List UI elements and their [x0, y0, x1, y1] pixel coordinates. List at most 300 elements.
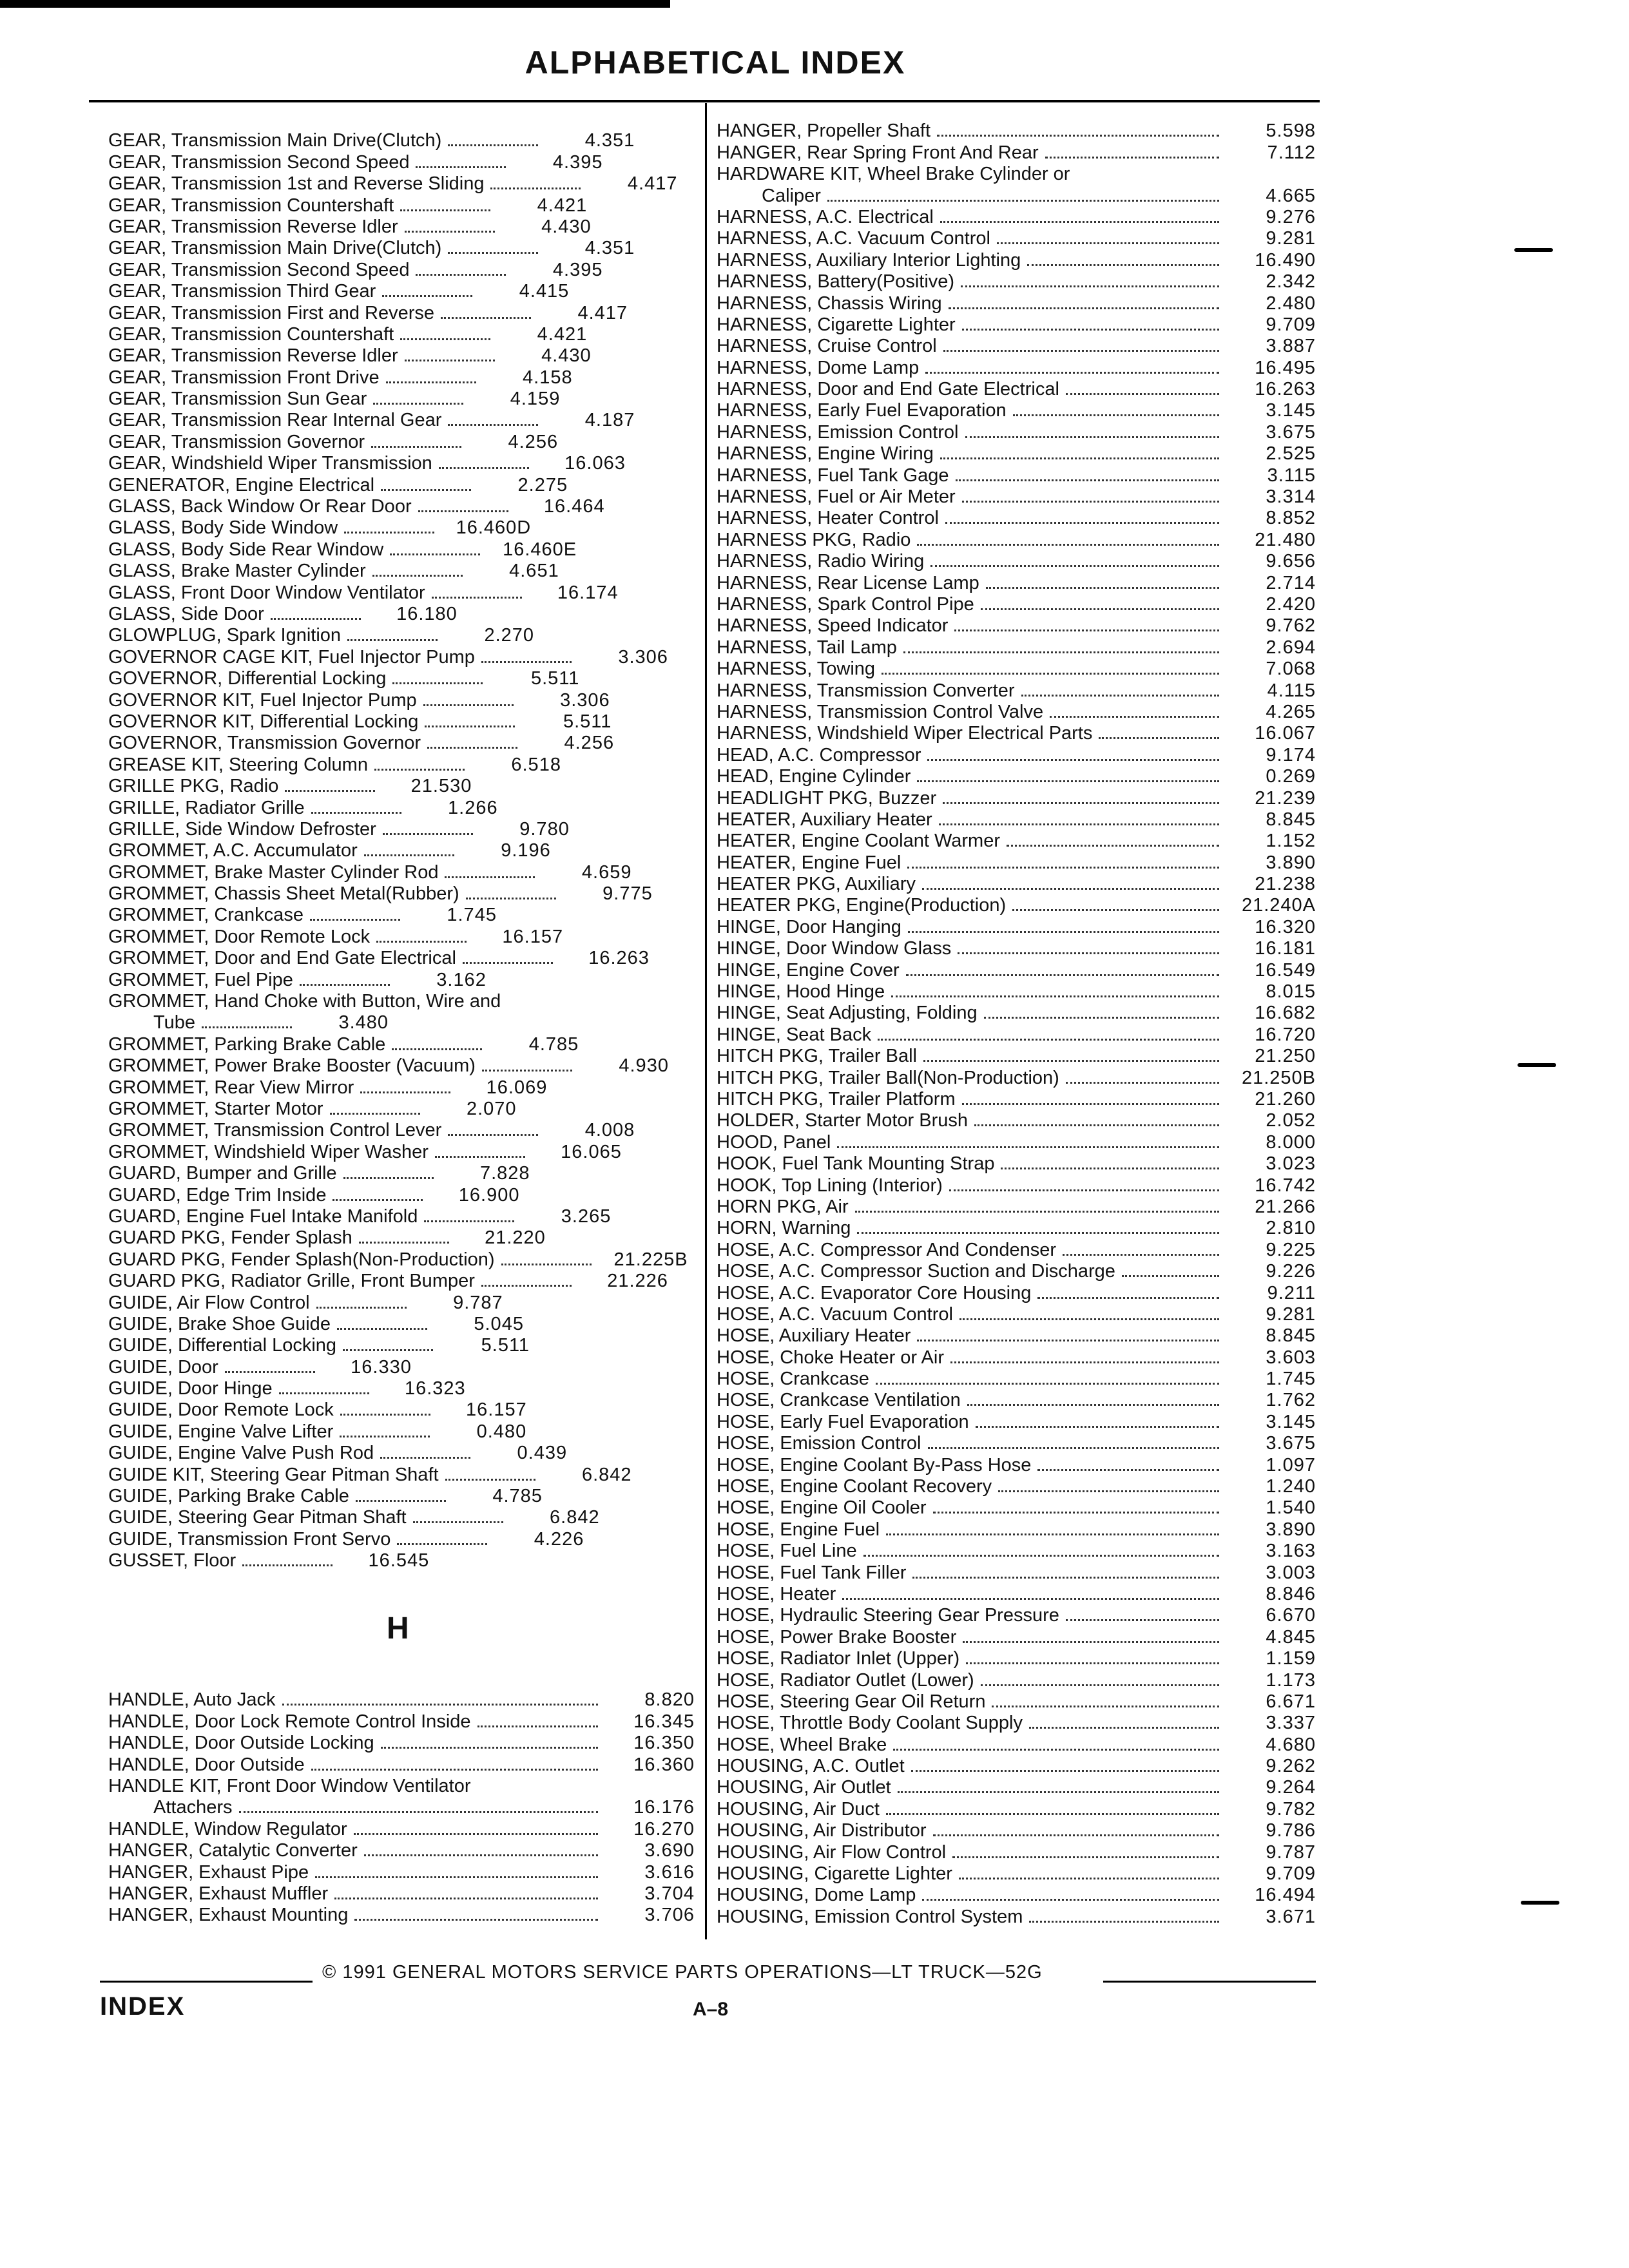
- index-entry: [108, 430, 695, 451]
- index-entry: [108, 968, 695, 989]
- entry-name: HOSE, Engine Fuel: [717, 1519, 880, 1540]
- entry-name: GROMMET, Chassis Sheet Metal(Rubber): [108, 883, 459, 905]
- dot-leader: [310, 919, 400, 921]
- index-entry: [717, 1862, 1316, 1883]
- entry-reference: 9.709: [1266, 1863, 1316, 1885]
- entry-name: HARNESS, Spark Control Pipe: [717, 594, 974, 615]
- dot-leader: [950, 1361, 1219, 1363]
- entry-name: HANDLE, Auto Jack: [108, 1689, 276, 1711]
- index-entry: [108, 753, 695, 774]
- index-entry: [717, 1819, 1316, 1840]
- entry-reference: 3.706: [644, 1905, 695, 1926]
- index-entry: [108, 839, 695, 860]
- entry-reference: 21.530: [410, 776, 472, 797]
- entry-reference: 4.008: [584, 1120, 635, 1141]
- dot-leader: [448, 144, 538, 146]
- entry-reference: 21.226: [607, 1271, 668, 1292]
- entry-name: GLASS, Back Window Or Rear Door: [108, 496, 412, 517]
- entry-reference: 16.323: [404, 1378, 466, 1399]
- entry-reference: 16.157: [502, 926, 564, 947]
- dot-leader: [933, 1512, 1219, 1514]
- entry-name: HARNESS PKG, Radio: [717, 529, 911, 550]
- entry-name: GLASS, Brake Master Cylinder: [108, 561, 366, 582]
- index-entry: [717, 635, 1316, 657]
- dot-leader: [372, 575, 463, 577]
- left-column-index: [108, 129, 695, 1570]
- section-heading-h: H: [387, 1611, 409, 1646]
- index-entry: [717, 119, 1316, 140]
- footer-rule-left: [100, 1981, 313, 1983]
- entry-name: HEATER, Auxiliary Heater: [717, 809, 932, 830]
- entry-reference: 2.270: [484, 625, 535, 646]
- entry-reference: 9.709: [1266, 314, 1316, 335]
- entry-name: HOSE, A.C. Vacuum Control: [717, 1303, 953, 1325]
- dot-leader: [481, 661, 572, 663]
- dot-leader: [954, 629, 1219, 631]
- index-entry: [717, 1711, 1316, 1733]
- footer-copyright: © 1991 GENERAL MOTORS SERVICE PARTS OPERATIONS—LT TRUCK—52G: [322, 1962, 1043, 1983]
- index-entry: [717, 1582, 1316, 1604]
- index-entry: [108, 215, 695, 236]
- entry-name: HOSE, Crankcase: [717, 1369, 869, 1390]
- entry-name: HOSE, Steering Gear Oil Return: [717, 1691, 986, 1712]
- entry-reference: 4.785: [492, 1486, 543, 1507]
- index-entry: [108, 688, 695, 709]
- index-entry: [108, 645, 695, 666]
- dot-leader: [974, 1124, 1219, 1126]
- index-entry: [717, 1238, 1316, 1259]
- dot-leader: [340, 1436, 430, 1437]
- entry-reference: 4.417: [577, 302, 628, 323]
- entry-reference: 5.598: [1266, 120, 1316, 142]
- entry-name: HINGE, Door Window Glass: [717, 938, 952, 959]
- index-entry: [717, 1152, 1316, 1173]
- dot-leader: [827, 200, 1219, 202]
- entry-name: GUARD PKG, Fender Splash: [108, 1227, 352, 1249]
- entry-reference: 16.460D: [456, 517, 532, 539]
- index-entry: [108, 990, 695, 1033]
- dot-leader: [965, 436, 1220, 438]
- index-entry: [717, 1647, 1316, 1668]
- index-entry: [717, 829, 1316, 850]
- entry-reference: 2.480: [1266, 293, 1316, 314]
- index-entry: [717, 1496, 1316, 1517]
- entry-name: HEATER PKG, Engine(Production): [717, 895, 1007, 916]
- entry-name: GROMMET, Starter Motor: [108, 1098, 323, 1119]
- entry-name: HOUSING, A.C. Outlet: [717, 1756, 905, 1777]
- dot-leader: [376, 941, 467, 943]
- dot-leader: [837, 1146, 1219, 1148]
- entry-reference: 16.720: [1255, 1024, 1316, 1045]
- entry-name: GUIDE, Door Remote Lock: [108, 1399, 334, 1421]
- dot-leader: [1063, 1254, 1219, 1256]
- entry-reference: 4.351: [584, 238, 635, 259]
- entry-name: HEATER, Engine Fuel: [717, 852, 901, 873]
- entry-name: HARNESS, Windshield Wiper Electrical Parts: [717, 723, 1093, 744]
- index-entry: [108, 280, 695, 301]
- index-entry: [108, 1860, 695, 1881]
- page-number: A–8: [693, 1999, 729, 2020]
- entry-name: GROMMET, Brake Master Cylinder Rod: [108, 861, 439, 883]
- entry-reference: 9.196: [501, 840, 551, 861]
- entry-reference: 9.775: [602, 883, 653, 905]
- entry-name: HOSE, Heater: [717, 1583, 836, 1604]
- dot-leader: [364, 1854, 598, 1856]
- entry-name: GLOWPLUG, Spark Ignition: [108, 625, 342, 646]
- entry-reference: 4.115: [1267, 680, 1316, 701]
- entry-name: GEAR, Transmission Main Drive(Clutch): [108, 238, 442, 259]
- entry-reference: 3.306: [560, 689, 610, 711]
- dot-leader: [1050, 716, 1219, 718]
- entry-name: HARNESS, Cruise Control: [717, 336, 937, 357]
- entry-reference: 4.651: [509, 561, 559, 582]
- index-entry: [108, 1839, 695, 1860]
- entry-reference: 5.511: [563, 711, 612, 732]
- index-entry: [108, 1398, 695, 1419]
- index-entry: [108, 408, 695, 430]
- dot-leader: [857, 1232, 1219, 1234]
- index-entry: [717, 227, 1316, 248]
- index-entry: [108, 323, 695, 344]
- dot-leader: [466, 898, 556, 899]
- entry-reference: 9.264: [1266, 1777, 1316, 1798]
- entry-reference: 5.511: [481, 1335, 530, 1356]
- entry-name: HARNESS, Radio Wiring: [717, 551, 925, 572]
- entry-name: HORN, Warning: [717, 1218, 851, 1239]
- entry-name: HANDLE, Door Lock Remote Control Inside: [108, 1711, 471, 1732]
- index-entry: [717, 528, 1316, 549]
- entry-name: HINGE, Door Hanging: [717, 916, 901, 937]
- index-entry: [717, 1023, 1316, 1044]
- entry-reference: 16.263: [1255, 379, 1316, 400]
- dot-leader: [984, 1017, 1219, 1019]
- entry-reference: 2.694: [1266, 637, 1316, 658]
- index-entry: [108, 1549, 695, 1570]
- entry-name-continued: Tube: [153, 1012, 196, 1033]
- entry-name: HARNESS, Fuel Tank Gage: [717, 465, 949, 486]
- entry-name: GEAR, Transmission Reverse Idler: [108, 216, 398, 237]
- entry-name: HARDWARE KIT, Wheel Brake Cylinder or: [717, 164, 1070, 185]
- dot-leader: [898, 1791, 1219, 1793]
- entry-reference: 21.220: [485, 1227, 546, 1249]
- dot-leader: [416, 274, 506, 276]
- entry-reference: 4.226: [534, 1528, 584, 1550]
- entry-name: HORN PKG, Air: [717, 1196, 849, 1217]
- entry-reference: 2.275: [517, 474, 568, 495]
- index-entry: [717, 786, 1316, 807]
- entry-name: GUARD PKG, Fender Splash(Non-Production): [108, 1249, 495, 1270]
- index-entry: [717, 1840, 1316, 1861]
- entry-reference: 16.464: [543, 496, 605, 517]
- entry-name: HARNESS, Cigarette Lighter: [717, 314, 956, 335]
- index-entry: [108, 1183, 695, 1204]
- dot-leader: [360, 1091, 450, 1093]
- index-entry: [108, 1709, 695, 1731]
- index-entry: [717, 1883, 1316, 1905]
- dot-leader: [392, 1048, 482, 1050]
- index-entry: [717, 420, 1316, 441]
- dot-leader: [949, 307, 1219, 309]
- index-entry: [717, 550, 1316, 571]
- dot-leader: [893, 1749, 1219, 1751]
- index-entry: [108, 473, 695, 494]
- entry-reference: 16.174: [557, 582, 619, 603]
- entry-reference: 1.762: [1266, 1390, 1316, 1411]
- entry-reference: 6.518: [511, 754, 561, 775]
- index-entry: [717, 1604, 1316, 1625]
- entry-reference: 2.070: [466, 1098, 517, 1119]
- dot-leader: [930, 565, 1219, 567]
- entry-reference: 3.145: [1266, 1411, 1316, 1432]
- entry-reference: 4.930: [619, 1055, 669, 1077]
- entry-reference: 16.742: [1255, 1175, 1316, 1196]
- entry-name: GREASE KIT, Steering Column: [108, 754, 368, 775]
- dot-leader: [441, 317, 531, 319]
- index-entry: [108, 1075, 695, 1097]
- entry-name: HARNESS, Door and End Gate Electrical: [717, 379, 1059, 400]
- index-entry: [108, 667, 695, 688]
- index-entry: [717, 1044, 1316, 1066]
- dot-leader: [1001, 1168, 1219, 1169]
- entry-reference: 4.395: [552, 151, 603, 173]
- index-entry: [717, 765, 1316, 786]
- entry-reference: 3.480: [338, 1012, 389, 1033]
- dot-leader: [392, 682, 483, 684]
- index-entry: [717, 700, 1316, 722]
- index-entry: [717, 1001, 1316, 1023]
- entry-reference: 4.785: [528, 1033, 579, 1055]
- entry-reference: 21.266: [1255, 1196, 1316, 1217]
- entry-name: HOSE, Radiator Outlet (Lower): [717, 1669, 974, 1691]
- entry-name: GEAR, Windshield Wiper Transmission: [108, 453, 432, 474]
- dot-leader: [285, 790, 375, 792]
- entry-name: HEATER PKG, Auxiliary: [717, 874, 916, 895]
- dot-leader: [381, 489, 471, 491]
- entry-name: HARNESS, Speed Indicator: [717, 615, 949, 637]
- entry-reference: 9.276: [1266, 206, 1316, 227]
- entry-name: GEAR, Transmission Governor: [108, 431, 365, 452]
- entry-name: GROMMET, Windshield Wiper Washer: [108, 1141, 429, 1162]
- dot-leader: [340, 1414, 430, 1416]
- index-entry: [108, 1688, 695, 1709]
- dot-leader: [354, 1919, 598, 1921]
- entry-name: GUARD, Bumper and Grille: [108, 1163, 337, 1184]
- index-entry: [717, 1668, 1316, 1689]
- dot-leader: [1037, 1469, 1219, 1471]
- entry-name: GROMMET, Door and End Gate Electrical: [108, 948, 456, 969]
- index-entry: [717, 1303, 1316, 1324]
- dot-leader: [966, 1662, 1219, 1664]
- entry-name: GUIDE KIT, Steering Gear Pitman Shaft: [108, 1464, 439, 1485]
- dot-leader: [855, 1211, 1219, 1213]
- entry-reference: 3.890: [1266, 852, 1316, 873]
- index-entry: [717, 1733, 1316, 1754]
- index-entry: [108, 1485, 695, 1506]
- dot-leader: [922, 888, 1219, 890]
- dot-leader: [311, 812, 401, 814]
- index-entry: [717, 850, 1316, 872]
- dot-leader: [908, 931, 1219, 933]
- dot-leader: [959, 1878, 1219, 1879]
- dot-leader: [922, 1899, 1219, 1901]
- dot-leader: [390, 553, 480, 555]
- entry-reference: 4.256: [508, 431, 559, 452]
- dot-leader: [937, 135, 1219, 137]
- dot-leader: [490, 187, 581, 189]
- entry-name: GEAR, Transmission Second Speed: [108, 151, 410, 173]
- entry-name: GRILLE PKG, Radio: [108, 776, 279, 797]
- entry-name: HITCH PKG, Trailer Platform: [717, 1088, 956, 1110]
- entry-name: HARNESS, Auxiliary Interior Lighting: [717, 249, 1021, 271]
- index-entry: [108, 860, 695, 881]
- dot-leader: [359, 1242, 449, 1244]
- index-entry: [717, 614, 1316, 635]
- entry-name: GROMMET, Door Remote Lock: [108, 926, 371, 947]
- dot-leader: [981, 1684, 1219, 1686]
- dot-leader: [1029, 1921, 1219, 1923]
- index-entry: [717, 894, 1316, 915]
- index-entry: [108, 818, 695, 839]
- entry-name: HARNESS, Transmission Converter: [717, 680, 1015, 701]
- dot-leader: [1066, 1619, 1219, 1621]
- index-entry: [717, 1539, 1316, 1561]
- index-entry: [717, 743, 1316, 764]
- entry-reference: 5.045: [474, 1313, 524, 1334]
- entry-reference: 3.145: [1266, 400, 1316, 421]
- entry-name: HOLDER, Starter Motor Brush: [717, 1110, 968, 1131]
- entry-name: HOSE, Early Fuel Evaporation: [717, 1411, 969, 1432]
- dot-leader: [933, 1834, 1220, 1836]
- dot-leader: [386, 381, 476, 383]
- margin-mark: [1521, 1901, 1559, 1905]
- entry-name: GLASS, Side Door: [108, 603, 264, 624]
- index-entry: [717, 1130, 1316, 1151]
- dot-leader: [959, 1318, 1219, 1320]
- entry-reference: 9.211: [1267, 1282, 1316, 1303]
- index-entry: [717, 313, 1316, 334]
- index-entry: [717, 1625, 1316, 1646]
- index-entry: [108, 452, 695, 473]
- dot-leader: [986, 587, 1219, 589]
- entry-name: HARNESS, Dome Lamp: [717, 357, 920, 378]
- entry-reference: 4.430: [541, 216, 592, 237]
- dot-leader: [330, 1113, 420, 1115]
- entry-name: HOUSING, Air Distributor: [717, 1820, 927, 1841]
- entry-name: GEAR, Transmission Reverse Idler: [108, 345, 398, 367]
- index-entry: [717, 678, 1316, 700]
- dot-leader: [279, 1392, 369, 1394]
- entry-reference: 4.665: [1266, 185, 1316, 206]
- dot-leader: [998, 1490, 1219, 1492]
- dot-leader: [316, 1307, 407, 1309]
- dot-leader: [239, 1811, 599, 1813]
- entry-name: HOOK, Top Lining (Interior): [717, 1175, 943, 1196]
- dot-leader: [344, 532, 434, 533]
- entry-name: GLASS, Front Door Window Ventilator: [108, 582, 425, 603]
- entry-reference: 1.540: [1266, 1497, 1316, 1519]
- margin-mark: [1518, 1063, 1556, 1067]
- entry-reference: 3.675: [1266, 421, 1316, 443]
- entry-name: HOSE, Engine Oil Cooler: [717, 1497, 927, 1519]
- dot-leader: [432, 597, 522, 599]
- index-entry: [717, 1216, 1316, 1238]
- entry-name: GLASS, Body Side Window: [108, 517, 338, 539]
- index-entry: [108, 172, 695, 193]
- index-entry: [108, 1205, 695, 1226]
- entry-name: GEAR, Transmission Countershaft: [108, 195, 394, 216]
- entry-reference: 16.360: [633, 1754, 695, 1775]
- entry-reference: 3.003: [1266, 1562, 1316, 1583]
- entry-name: GROMMET, Crankcase: [108, 905, 304, 926]
- dot-leader: [374, 769, 465, 771]
- index-entry: [108, 516, 695, 537]
- index-entry: [717, 291, 1316, 312]
- entry-reference: 16.176: [633, 1797, 695, 1818]
- index-entry: [108, 1291, 695, 1312]
- dot-leader: [906, 974, 1219, 976]
- entry-name: GEAR, Transmission Second Speed: [108, 259, 410, 280]
- entry-reference: 6.842: [550, 1507, 600, 1528]
- entry-reference: 16.545: [368, 1550, 430, 1571]
- index-entry: [717, 1389, 1316, 1410]
- entry-reference: 9.281: [1266, 228, 1316, 249]
- index-entry: [108, 365, 695, 387]
- dot-leader: [882, 673, 1219, 675]
- index-entry: [108, 344, 695, 365]
- entry-reference: 21.480: [1255, 529, 1316, 550]
- index-entry: [717, 937, 1316, 958]
- entry-name: HEAD, A.C. Compressor: [717, 744, 921, 765]
- entry-reference: 3.023: [1266, 1153, 1316, 1175]
- dot-leader: [416, 166, 506, 168]
- dot-leader: [917, 544, 1219, 546]
- dot-leader: [400, 338, 490, 340]
- index-entry: [108, 1731, 695, 1753]
- entry-name: GUARD, Engine Fuel Intake Manifold: [108, 1206, 418, 1227]
- entry-reference: 9.762: [1266, 615, 1316, 637]
- entry-name: HOOK, Fuel Tank Mounting Strap: [717, 1153, 995, 1175]
- index-entry: [108, 947, 695, 968]
- entry-name: GEAR, Transmission First and Reverse: [108, 302, 435, 323]
- entry-reference: 9.174: [1266, 744, 1316, 765]
- index-entry: [108, 731, 695, 753]
- entry-reference: 2.052: [1266, 1110, 1316, 1131]
- entry-name: GROMMET, Transmission Control Lever: [108, 1120, 442, 1141]
- index-entry: [717, 571, 1316, 592]
- index-entry: [717, 915, 1316, 936]
- entry-reference: 9.226: [1266, 1261, 1316, 1282]
- dot-leader: [501, 1264, 592, 1265]
- entry-reference: 4.417: [627, 173, 678, 195]
- entry-name: GRILLE, Radiator Grille: [108, 797, 305, 818]
- entry-name: HARNESS, Battery(Positive): [717, 271, 955, 293]
- entry-reference: 16.549: [1255, 959, 1316, 981]
- entry-reference: 0.439: [517, 1443, 568, 1464]
- entry-name: HANDLE KIT, Front Door Window Ventilator: [108, 1775, 471, 1796]
- entry-reference: 2.810: [1266, 1218, 1316, 1239]
- dot-leader: [928, 1447, 1220, 1449]
- entry-name: GROMMET, Fuel Pipe: [108, 969, 293, 990]
- dot-leader: [943, 802, 1219, 804]
- entry-reference: 21.225B: [613, 1249, 688, 1270]
- index-entry: [108, 1774, 695, 1818]
- entry-reference: 16.345: [633, 1711, 695, 1732]
- entry-name: HOSE, Fuel Line: [717, 1541, 857, 1562]
- entry-reference: 1.097: [1266, 1454, 1316, 1475]
- entry-name: HOOD, Panel: [717, 1131, 831, 1153]
- dot-leader: [961, 285, 1219, 287]
- index-entry: [108, 258, 695, 279]
